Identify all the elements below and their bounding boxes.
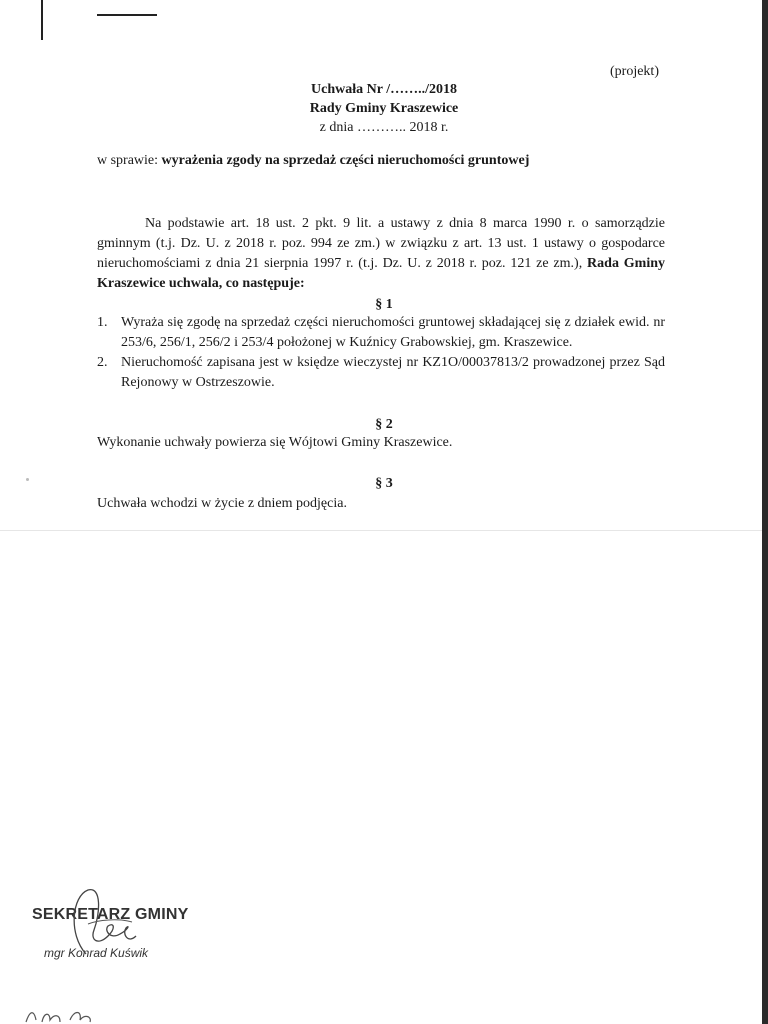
council-name: Rady Gminy Kraszewice (309, 101, 459, 116)
subject-text: wyrażenia zgody na sprzedaż części nieruchomości gruntowej (161, 153, 530, 168)
section-2-text: Wykonanie uchwały powierza się Wójtowi Gminy Kraszewice. (97, 435, 453, 450)
resolution-number: Uchwała Nr /……../2018 (311, 82, 457, 97)
scan-right-edge (762, 0, 768, 1024)
preamble (97, 214, 665, 294)
resolution-date: z dnia ……….. 2018 r. (319, 120, 449, 135)
section-3-mark: § 3 (375, 476, 393, 491)
stamp-title: SEKRETARZ GMINY (32, 906, 189, 923)
item-number: 1. (97, 315, 108, 330)
stamp-name: mgr Konrad Kuświk (44, 946, 149, 960)
subject-line (97, 153, 529, 169)
paper-fold-line (0, 530, 768, 531)
subject-prefix: w sprawie: (97, 153, 162, 168)
draft-label: (projekt) (610, 64, 659, 79)
item-number: 2. (97, 355, 108, 370)
handwritten-signature (58, 884, 148, 964)
section-1-mark: § 1 (375, 297, 393, 312)
section-1-item-1 (97, 313, 665, 353)
section-2-mark: § 2 (375, 417, 393, 432)
scan-margin-mark (41, 0, 43, 40)
item-text: Nieruchomość zapisana jest w księdze wieczystej nr KZ1O/00037813/2 prowadzonej przez Sąd Rejonowy w Ostrzeszowie. (121, 355, 665, 390)
section-1-item-2 (97, 353, 665, 393)
preamble-text: Na podstawie art. 18 ust. 2 pkt. 9 lit. a ustawy z dnia 8 marca 1990 r. o samorządzie gminnym (t.j. Dz. U. z 2018 r. poz. 994 ze zm.) w związku z art. 13 ust. 1 ustawy o gospodarce nieruchomościami z dnia 21 sierpnia 1997 r. (t.j. Dz. U. z 2018 r. poz. 121 ze zm.), (97, 216, 665, 271)
handwritten-note (20, 1006, 110, 1024)
section-3-text: Uchwała wchodzi w życie z dniem podjęcia. (97, 496, 347, 511)
scan-dash-mark (97, 14, 157, 16)
preamble-bold: Rada Gminy Kraszewice uchwala, co następuje: (97, 256, 666, 291)
item-text: Wyraża się zgodę na sprzedaż części nieruchomości gruntowej składającej się z działek ewid. nr 253/6, 256/1, 256/2 i 253/4 położonej w Kuźnicy Grabowskiej, gm. Kraszewice. (121, 315, 665, 350)
